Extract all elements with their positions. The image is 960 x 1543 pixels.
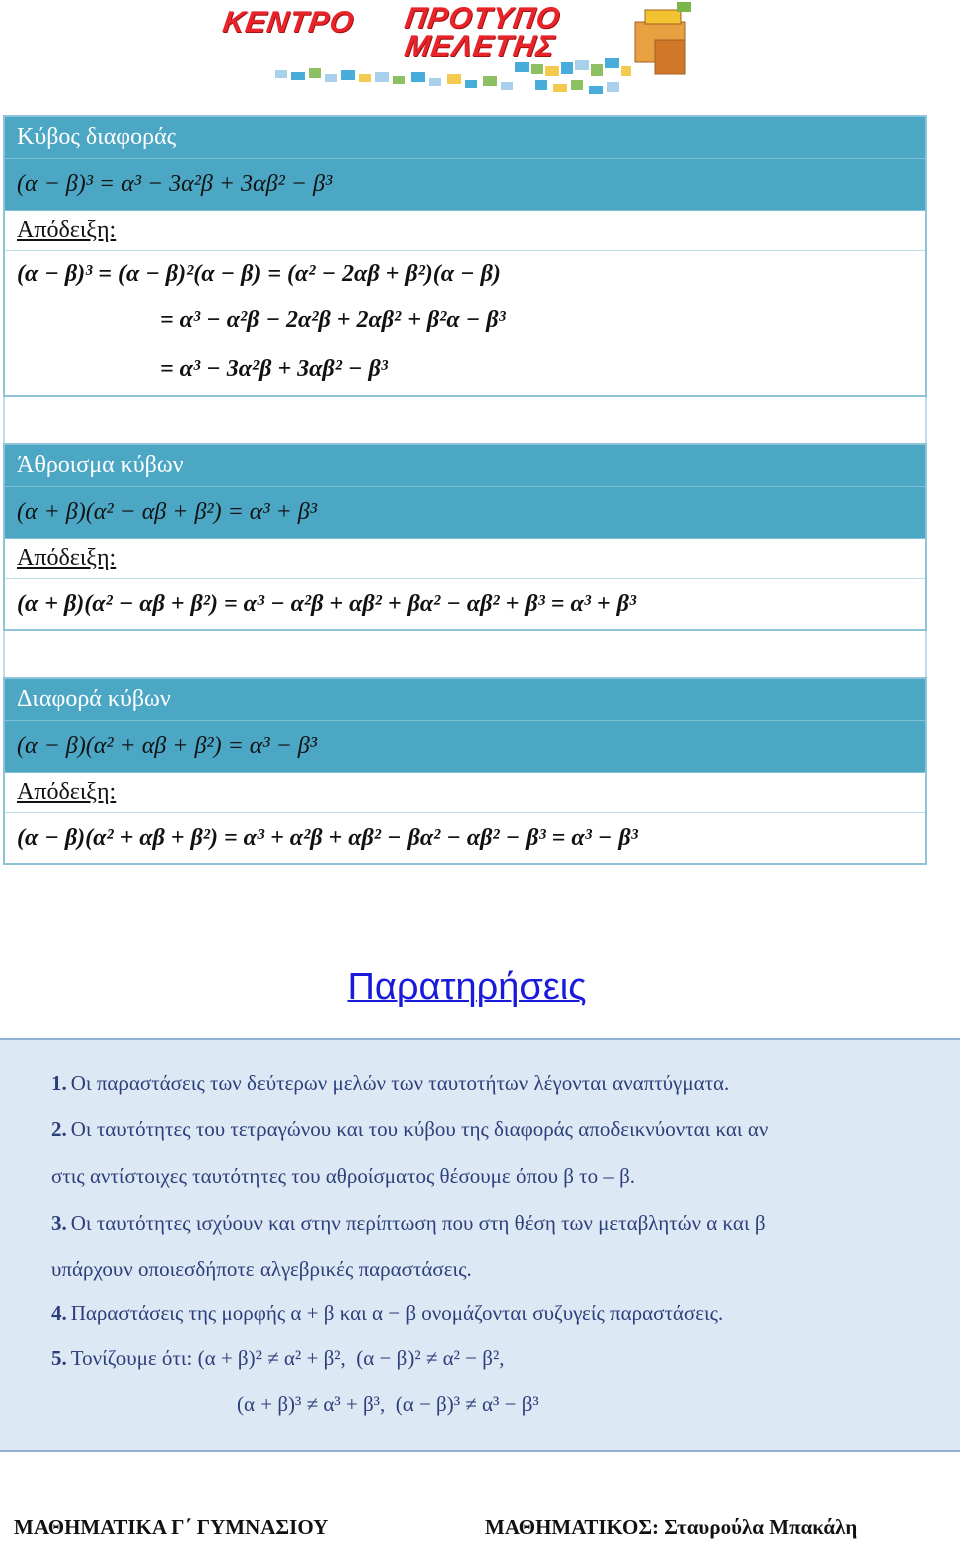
- section-title-row: [5, 445, 925, 487]
- note-number: 2.: [51, 1117, 67, 1141]
- note-text: Οι ταυτότητες του τετραγώνου και του κύβου της διαφοράς αποδεικνύονται και αν: [70, 1117, 769, 1141]
- proof-label: Απόδειξη:: [17, 779, 117, 805]
- formula-row: [5, 159, 925, 211]
- proof-line-row: [5, 343, 925, 395]
- footer-author: ΜΑΘΗΜΑΤΙΚΟΣ: Σταυρούλα Μπακάλη: [485, 1515, 858, 1539]
- note-text: Οι παραστάσεις των δεύτερων μελών των ταυτοτήτων λέγονται αναπτύγματα.: [70, 1071, 730, 1095]
- section-title-row: [5, 679, 925, 721]
- section-spacer: [3, 397, 927, 443]
- formula-row: [5, 487, 925, 539]
- proof-line: (α − β)³ = (α − β)²(α − β) = (α² − 2αβ + β²)(α − β): [17, 260, 501, 287]
- section-sum-of-cubes: [3, 443, 927, 631]
- identity-formula: (α − β)(α² + αβ + β²) = α³ − β³: [17, 733, 317, 759]
- section-difference-of-cubes: [3, 677, 927, 865]
- note-number: 3.: [51, 1211, 67, 1235]
- proof-label-row: [5, 211, 925, 251]
- logo-line-2: ΠΡΟΤΥΠΟ: [402, 2, 563, 35]
- proof-line-row: [5, 297, 925, 343]
- proof-line-row: [5, 813, 925, 863]
- footer-course: ΜΑΘΗΜΑΤΙΚΑ Γ΄ ΓΥΜΝΑΣΙΟΥ: [14, 1515, 329, 1539]
- logo: [215, 0, 715, 112]
- notes-heading: Παρατηρήσεις: [347, 966, 587, 1008]
- proof-label-row: [5, 539, 925, 579]
- proof-label: Απόδειξη:: [17, 217, 117, 243]
- section-title: Διαφορά κύβων: [17, 686, 171, 712]
- note-item-5-continued: [216, 1367, 539, 1442]
- note-text: υπάρχουν οποιεσδήποτε αλγεβρικές παραστάσεις.: [51, 1257, 472, 1281]
- section-title: Κύβος διαφοράς: [17, 124, 177, 150]
- note-number: 5.: [51, 1346, 67, 1370]
- proof-line: (α − β)(α² + αβ + β²) = α³ + α²β + αβ² − βα² − αβ² − β³ = α³ − β³: [17, 824, 638, 851]
- section-cube-difference: [3, 115, 927, 397]
- identity-formula: (α − β)³ = α³ − 3α²β + 3αβ² − β³: [17, 171, 333, 197]
- section-spacer: [3, 631, 927, 677]
- logo-line-3: ΜΕΛΕΤΗΣ: [402, 30, 558, 63]
- proof-line: (α + β)(α² − αβ + β²) = α³ − α²β + αβ² + βα² − αβ² + β³ = α³ + β³: [17, 590, 637, 617]
- identity-formula: (α + β)(α² − αβ + β²) = α³ + β³: [17, 499, 317, 525]
- proof-line: = α³ − α²β − 2α²β + 2αβ² + β²α − β³: [160, 306, 506, 333]
- section-title-row: [5, 117, 925, 159]
- note-text: (α + β)³ ≠ α³ + β³, (α − β)³ ≠ α³ − β³: [237, 1392, 539, 1416]
- note-text: στις αντίστοιχες ταυτότητες του αθροίσματος θέσουμε όπου β το – β.: [51, 1164, 636, 1188]
- note-text: Οι ταυτότητες ισχύουν και στην περίπτωση που στη θέση των μεταβλητών α και β: [70, 1211, 766, 1235]
- note-number: 1.: [51, 1071, 67, 1095]
- note-text: Παραστάσεις της μορφής α + β και α − β ονομάζονται συζυγείς παραστάσεις.: [70, 1301, 724, 1325]
- note-text: Τονίζουμε ότι: (α + β)² ≠ α² + β², (α − β)² ≠ α² − β²,: [70, 1346, 505, 1370]
- logo-line-1: ΚΕΝΤΡΟ: [220, 6, 357, 39]
- notes-box: [0, 1038, 960, 1452]
- proof-label-row: [5, 773, 925, 813]
- proof-line-row: [5, 251, 925, 297]
- formula-row: [5, 721, 925, 773]
- proof-line: = α³ − 3α²β + 3αβ² − β³: [160, 355, 388, 382]
- proof-line-row: [5, 579, 925, 629]
- note-number: 4.: [51, 1301, 67, 1325]
- section-title: Άθροισμα κύβων: [17, 452, 184, 478]
- proof-label: Απόδειξη:: [17, 545, 117, 571]
